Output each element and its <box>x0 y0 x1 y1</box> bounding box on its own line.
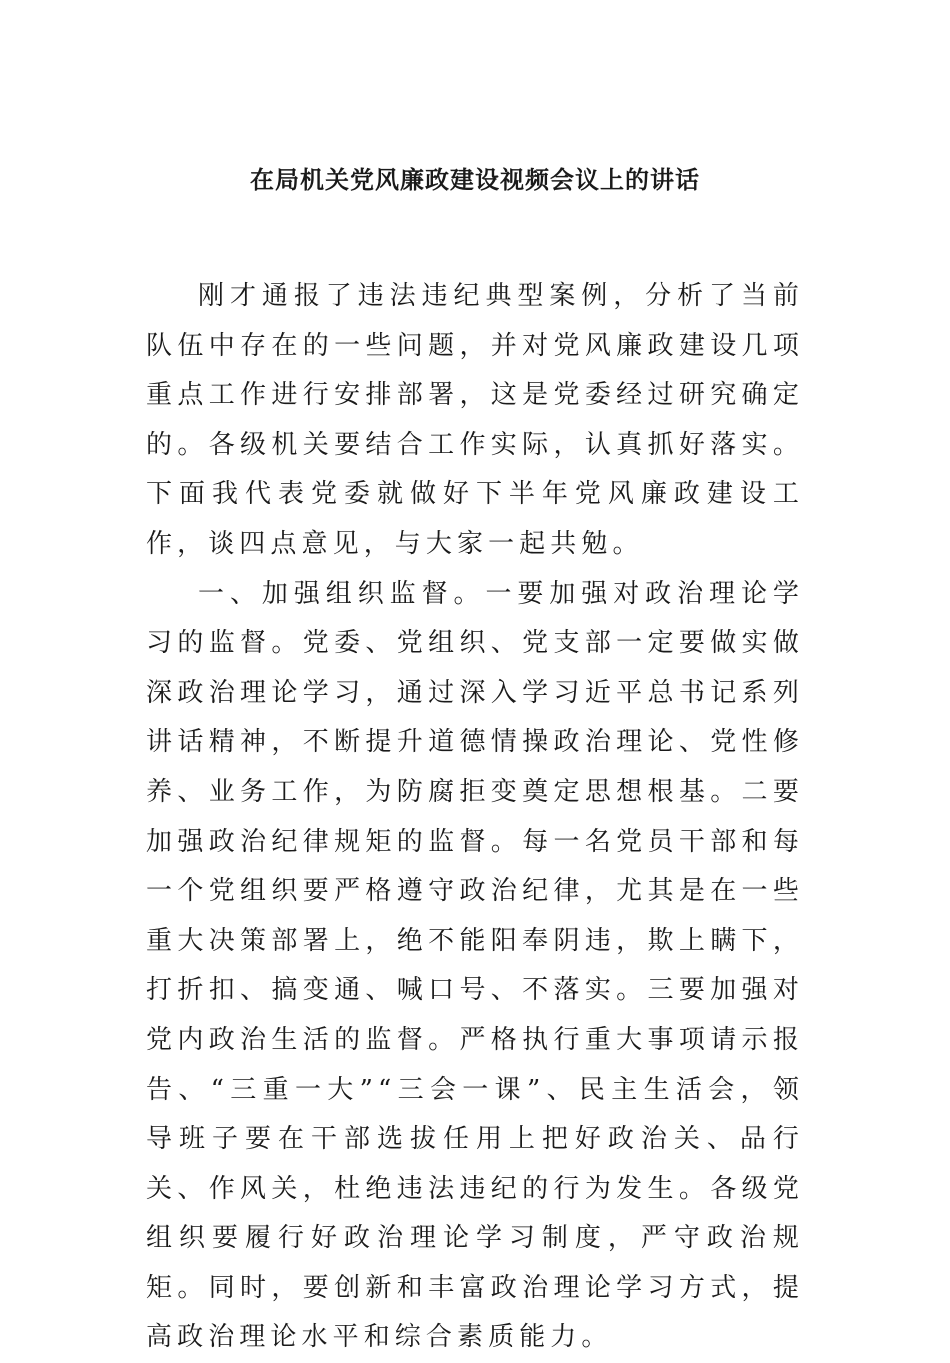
document-title: 在局机关党风廉政建设视频会议上的讲话 <box>250 166 700 194</box>
document-body <box>146 272 804 1363</box>
paragraph-section-one: 一、加强组织监督。一要加强对政治理论学习的监督。党委、党组织、党支部一定要做实做深政治理论学习，通过深入学习近平总书记系列讲话精神，不断提升道德情操政治理论、党性修养、业务工作，为防腐拒变奠定思想根基。二要加强政治纪律规矩的监督。每一名党员干部和每一个党组织要严格遵守政治纪律，尤其是在一些重大决策部署上，绝不能阳奉阴违，欺上瞒下，打折扣、搞变通、喊口号、不落实。三要加强对党内政治生活的监督。严格执行重大事项请示报告、“三重一大”“三会一课”、民主生活会，领导班子要在干部选拔任用上把好政治关、品行关、作风关，杜绝违法违纪的行为发生。各级党组织要履行好政治理论学习制度，严守政治规矩。同时，要创新和丰富政治理论学习方式，提高政治理论水平和综合素质能力。 <box>146 578 804 1353</box>
paragraph-intro: 刚才通报了违法违纪典型案例，分析了当前队伍中存在的一些问题，并对党风廉政建设几项重点工作进行安排部署，这是党委经过研究确定的。各级机关要结合工作实际，认真抓好落实。下面我代表党委就做好下半年党风廉政建设工作，谈四点意见，与大家一起共勉。 <box>146 281 804 559</box>
